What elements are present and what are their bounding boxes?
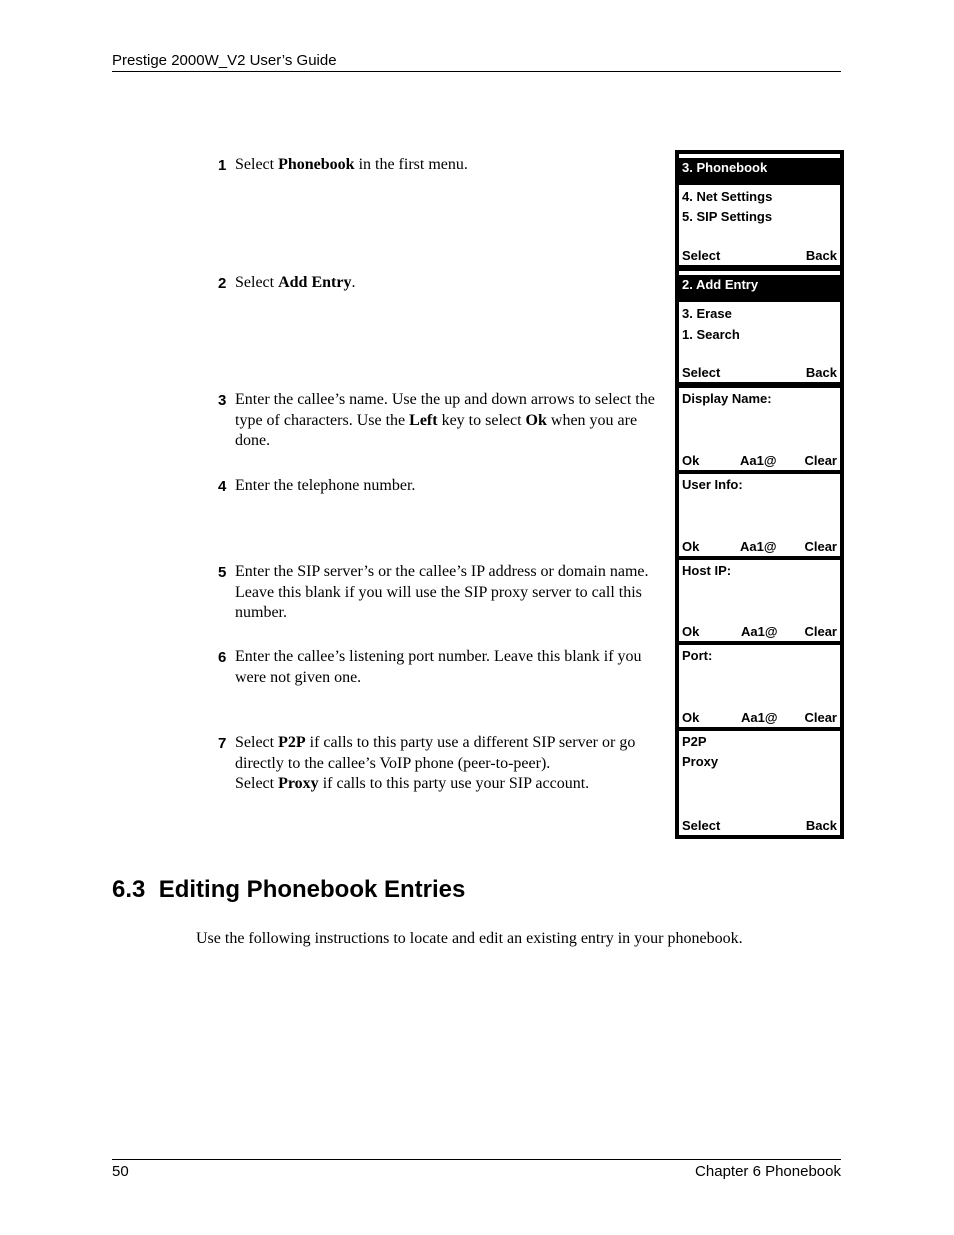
header-rule [112, 71, 841, 72]
screen-host-ip [679, 560, 840, 641]
option-proxy: Proxy [682, 754, 719, 769]
step-number: 1 [218, 157, 227, 174]
softkey-ok: Ok [682, 453, 700, 468]
field-label: Display Name: [682, 391, 772, 406]
step-1 [218, 155, 670, 176]
step-4 [218, 476, 670, 497]
menu-item: 5. SIP Settings [682, 209, 773, 224]
step-text: Enter the callee’s listening port number. Leave this blank if you were not given one. [235, 648, 642, 686]
softkey-bar [682, 816, 837, 833]
softkey-select: Select [682, 365, 721, 380]
screen-phonebook-menu [679, 271, 840, 382]
softkey-clear: Clear [804, 539, 837, 554]
field-label: Host IP: [682, 563, 732, 578]
screen-port [679, 645, 840, 727]
menu-item-add-entry-selected: 2. Add Entry [679, 275, 840, 302]
menu-item: 1. Search [682, 327, 740, 342]
softkey-ok: Ok [682, 624, 700, 639]
chapter-label: Chapter 6 Phonebook [695, 1163, 841, 1180]
section-heading: 6.3 Editing Phonebook Entries [112, 876, 466, 903]
step-text: Enter the telephone number. [235, 477, 416, 494]
softkey-clear: Clear [804, 453, 837, 468]
step-number: 3 [218, 392, 227, 409]
running-header: Prestige 2000W_V2 User’s Guide [112, 52, 337, 69]
softkey-bar [682, 451, 837, 468]
step-text: Enter the SIP server’s or the callee’s IP address or domain name. Leave this blank if you will use the SIP proxy server to call this number. [235, 563, 649, 621]
softkey-clear: Clear [804, 710, 837, 725]
field-label: User Info: [682, 477, 743, 492]
step-6 [218, 647, 670, 688]
softkey-ok: Ok [682, 710, 700, 725]
menu-item-phonebook-selected: 3. Phonebook [679, 158, 840, 185]
footer-rule [112, 1159, 841, 1160]
softkey-char-mode: Aa1@ [741, 710, 778, 725]
screen-user-info [679, 474, 840, 556]
softkey-bar [682, 708, 837, 725]
softkey-back: Back [805, 248, 837, 263]
step-5 [218, 562, 670, 624]
menu-item: 3. Erase [682, 306, 732, 321]
step-3 [218, 390, 670, 452]
step-7 [218, 733, 670, 795]
softkey-clear: Clear [804, 624, 837, 639]
step-number: 6 [218, 649, 227, 666]
softkey-ok: Ok [682, 539, 700, 554]
step-number: 4 [218, 478, 227, 495]
field-label: Port: [682, 648, 713, 663]
softkey-select: Select [682, 248, 721, 263]
softkey-select: Select [682, 818, 721, 833]
page-number: 50 [112, 1163, 129, 1180]
screen-display-name [679, 388, 840, 470]
step-number: 2 [218, 275, 227, 292]
softkey-back: Back [805, 818, 837, 833]
screen-main-menu [679, 154, 840, 265]
step-2 [218, 273, 670, 294]
step-text: Enter the callee’s name. Use the up and down arrows to select the type of characters. Use the Left key to select Ok when you are done. [235, 391, 655, 449]
softkey-back: Back [805, 365, 837, 380]
section-intro: Use the following instructions to locate and edit an existing entry in your phonebook. [196, 930, 743, 947]
softkey-bar [682, 622, 837, 639]
screen-p2p-proxy [679, 731, 840, 835]
step-text: Select Phonebook in the first menu. [235, 156, 468, 173]
softkey-char-mode: Aa1@ [740, 539, 777, 554]
step-text: Select P2P if calls to this party use a different SIP server or go directly to the callee’s VoIP phone (peer-to-peer). Select Proxy if calls to this party use your SIP account. [235, 734, 636, 792]
phone-display-column [675, 150, 844, 839]
option-p2p: P2P [682, 734, 707, 749]
step-number: 7 [218, 735, 227, 752]
softkey-bar [682, 363, 837, 380]
softkey-char-mode: Aa1@ [740, 453, 777, 468]
step-number: 5 [218, 564, 227, 581]
softkey-char-mode: Aa1@ [741, 624, 778, 639]
softkey-bar [682, 246, 837, 263]
menu-item: 4. Net Settings [682, 189, 773, 204]
step-text: Select Add Entry. [235, 274, 356, 291]
softkey-bar [682, 537, 837, 554]
